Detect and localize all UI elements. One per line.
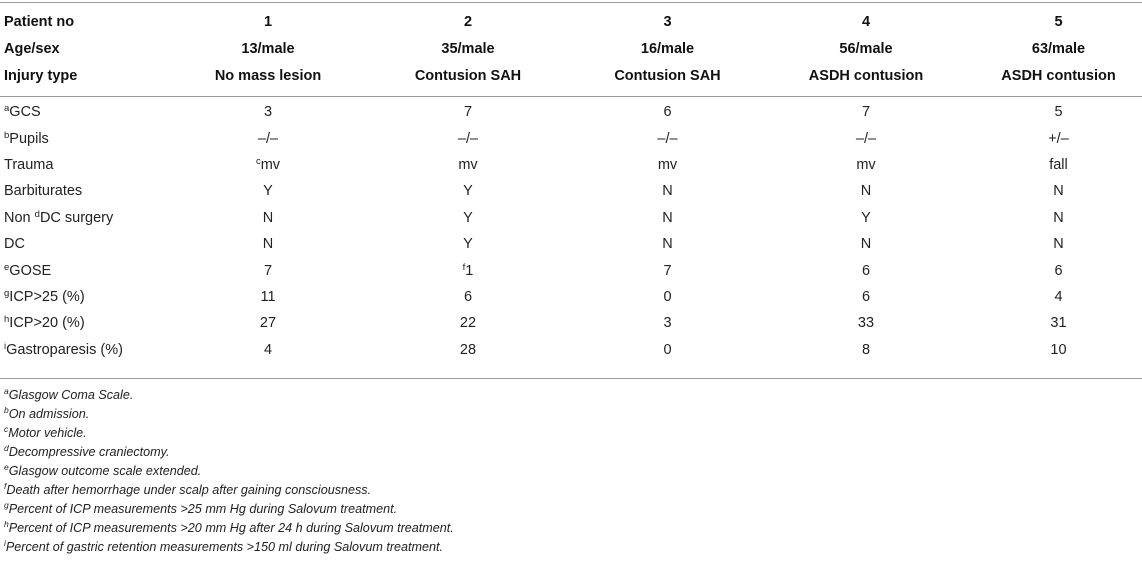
table-cell bbox=[358, 231, 578, 257]
footnote bbox=[4, 405, 454, 424]
header-cell: 56/male bbox=[839, 40, 893, 57]
cell-value: mv bbox=[260, 156, 281, 173]
table-cell bbox=[178, 205, 358, 231]
cell-value: Y bbox=[861, 209, 871, 226]
table-cell bbox=[358, 337, 578, 363]
header-cell: 1 bbox=[263, 13, 273, 30]
patient-data-table bbox=[0, 8, 1142, 363]
cell-value: 6 bbox=[861, 288, 871, 305]
cell-value: 0 bbox=[663, 288, 672, 305]
cell-value: N bbox=[662, 236, 673, 253]
cell-value: Y bbox=[463, 209, 473, 226]
footnote-marker: i bbox=[4, 340, 7, 352]
header-cell: No mass lesion bbox=[214, 67, 322, 84]
footnote-text: Motor vehicle. bbox=[8, 426, 87, 440]
header-cell: ASDH contusion bbox=[808, 67, 924, 84]
cell-value: N bbox=[1053, 183, 1064, 200]
cell-value: 33 bbox=[857, 315, 875, 332]
header-cell: 13/male bbox=[241, 40, 295, 57]
cell-value: –/– bbox=[257, 130, 279, 147]
table-cell bbox=[578, 125, 757, 151]
table-row bbox=[0, 99, 1142, 125]
table-cell bbox=[358, 310, 578, 336]
footnote-marker: g bbox=[4, 287, 10, 299]
cell-value: 7 bbox=[663, 262, 672, 279]
cell-value: Y bbox=[463, 236, 473, 253]
table-cell bbox=[178, 125, 358, 151]
cell-value: Y bbox=[263, 183, 273, 200]
footnote-text: Decompressive craniectomy. bbox=[8, 445, 170, 459]
row-label-text: DC surgery bbox=[39, 209, 114, 226]
cell-value: 6 bbox=[463, 288, 473, 305]
table-cell bbox=[757, 205, 975, 231]
cell-value: 1 bbox=[465, 262, 474, 279]
footnote-marker: e bbox=[4, 462, 9, 472]
footnote-marker: f bbox=[4, 481, 7, 491]
cell-value: mv bbox=[657, 156, 678, 173]
row-label-text: Barbiturates bbox=[4, 183, 83, 200]
table-cell bbox=[358, 99, 578, 125]
cell-value: Y bbox=[463, 183, 473, 200]
cell-value: 0 bbox=[663, 341, 672, 358]
footnote bbox=[4, 424, 454, 443]
table-cell bbox=[178, 231, 358, 257]
table-cell bbox=[975, 99, 1142, 125]
cell-value: 22 bbox=[459, 315, 477, 332]
row-label bbox=[0, 125, 178, 151]
footnote bbox=[4, 462, 454, 481]
header-cell: 3 bbox=[663, 13, 672, 30]
cell-value: fall bbox=[1049, 156, 1068, 173]
table-cell bbox=[578, 337, 757, 363]
table-body bbox=[0, 8, 1142, 363]
header-cell: ASDH contusion bbox=[1001, 67, 1116, 84]
footnote bbox=[4, 481, 454, 500]
cell-value: 6 bbox=[663, 104, 672, 121]
table-cell bbox=[975, 205, 1142, 231]
table-cell bbox=[757, 310, 975, 336]
header-cell: 35/male bbox=[441, 40, 495, 57]
table-cell bbox=[757, 231, 975, 257]
footnote-marker: d bbox=[34, 208, 40, 220]
table-cell bbox=[975, 231, 1142, 257]
cell-value: +/– bbox=[1048, 130, 1069, 147]
cell-value: N bbox=[860, 183, 872, 200]
table-row bbox=[0, 231, 1142, 257]
cell-value: 6 bbox=[861, 262, 871, 279]
footnote bbox=[4, 500, 454, 519]
footnote-marker: f bbox=[462, 261, 466, 273]
table-row bbox=[0, 257, 1142, 283]
table-cell bbox=[757, 337, 975, 363]
cell-value: 10 bbox=[1050, 341, 1067, 358]
footnote-text: Percent of gastric retention measurements >150 ml during Salovum treatment. bbox=[5, 540, 444, 554]
table-cell bbox=[975, 257, 1142, 283]
footnote-text: Percent of ICP measurements >20 mm Hg after 24 h during Salovum treatment. bbox=[8, 521, 454, 535]
cell-value: N bbox=[262, 209, 274, 226]
row-label bbox=[0, 231, 178, 257]
table-cell bbox=[358, 257, 578, 283]
row-label bbox=[0, 152, 178, 178]
table-cell bbox=[975, 125, 1142, 151]
table-cell bbox=[757, 99, 975, 125]
cell-value: 5 bbox=[1054, 104, 1063, 121]
header-cell: Contusion SAH bbox=[414, 67, 522, 84]
header-cell: 4 bbox=[861, 13, 871, 30]
table-row bbox=[0, 337, 1142, 363]
header-row bbox=[0, 35, 1142, 62]
table-cell bbox=[578, 99, 757, 125]
table-cell bbox=[757, 125, 975, 151]
table-cell bbox=[178, 310, 358, 336]
table-cell bbox=[975, 337, 1142, 363]
footnote-text: On admission. bbox=[8, 407, 90, 421]
footnote-marker: a bbox=[4, 386, 9, 396]
footnote bbox=[4, 538, 454, 557]
table-row bbox=[0, 178, 1142, 204]
cell-value: N bbox=[662, 183, 673, 200]
cell-value: N bbox=[1053, 209, 1064, 226]
cell-value: N bbox=[262, 236, 274, 253]
row-label-text: GOSE bbox=[9, 262, 52, 279]
footnote-text: Death after hemorrhage under scalp after gaining consciousness. bbox=[6, 483, 372, 497]
header-row bbox=[0, 62, 1142, 89]
table-cell bbox=[975, 284, 1142, 310]
footnote-marker: b bbox=[4, 405, 9, 415]
header-row-label: Age/sex bbox=[4, 40, 60, 57]
table-cell bbox=[358, 178, 578, 204]
table-cell bbox=[757, 178, 975, 204]
footnote-marker: d bbox=[4, 443, 9, 453]
table-cell bbox=[757, 152, 975, 178]
table-cell bbox=[578, 284, 757, 310]
header-cell: 5 bbox=[1054, 13, 1063, 30]
cell-value: mv bbox=[458, 156, 478, 173]
footnote bbox=[4, 386, 454, 405]
footnote-text: Glasgow Coma Scale. bbox=[8, 388, 134, 402]
row-label bbox=[0, 310, 178, 336]
table-cell bbox=[358, 125, 578, 151]
cell-value: 6 bbox=[1054, 262, 1063, 279]
header-cell: 16/male bbox=[640, 40, 695, 57]
row-label-text: Gastroparesis (%) bbox=[6, 341, 123, 358]
cell-value: 7 bbox=[263, 262, 273, 279]
table-cell bbox=[578, 310, 757, 336]
row-label-text: DC bbox=[4, 236, 25, 253]
table-row bbox=[0, 125, 1142, 151]
table-cell bbox=[178, 178, 358, 204]
footnote-marker: e bbox=[4, 261, 10, 273]
row-label-text: GCS bbox=[9, 104, 41, 121]
footnote-marker: g bbox=[4, 500, 9, 510]
table-cell bbox=[178, 99, 358, 125]
table-cell bbox=[578, 152, 757, 178]
table-cell bbox=[178, 284, 358, 310]
table-cell bbox=[358, 284, 578, 310]
table-row bbox=[0, 205, 1142, 231]
table-row bbox=[0, 152, 1142, 178]
footnote bbox=[4, 443, 454, 462]
table-bottom-rule bbox=[0, 378, 1142, 379]
row-label bbox=[0, 284, 178, 310]
footnote-marker: h bbox=[4, 314, 10, 326]
cell-value: –/– bbox=[657, 130, 678, 147]
table-cell bbox=[975, 152, 1142, 178]
row-label bbox=[0, 205, 178, 231]
cell-value: 4 bbox=[263, 341, 273, 358]
table-cell bbox=[975, 178, 1142, 204]
cell-value: 3 bbox=[263, 104, 273, 121]
footnote-marker: b bbox=[4, 129, 10, 141]
footnote-marker: h bbox=[4, 519, 9, 529]
row-label bbox=[0, 257, 178, 283]
footnote-marker: i bbox=[4, 538, 6, 548]
table-top-rule bbox=[0, 2, 1142, 3]
table-cell bbox=[358, 205, 578, 231]
header-row-label: Patient no bbox=[4, 13, 75, 30]
row-label-text: ICP>20 (%) bbox=[9, 315, 85, 332]
table-cell bbox=[178, 257, 358, 283]
row-label-text: ICP>25 (%) bbox=[9, 288, 85, 305]
table-cell bbox=[757, 257, 975, 283]
cell-value: 7 bbox=[861, 104, 871, 121]
footnote-marker: c bbox=[4, 424, 9, 434]
row-label bbox=[0, 178, 178, 204]
cell-value: N bbox=[662, 209, 673, 226]
table-cell bbox=[757, 284, 975, 310]
row-label bbox=[0, 337, 178, 363]
table-row bbox=[0, 310, 1142, 336]
header-row-label: Injury type bbox=[4, 67, 78, 84]
cell-value: 7 bbox=[463, 104, 473, 121]
cell-value: 11 bbox=[260, 288, 276, 305]
footnote-text: Glasgow outcome scale extended. bbox=[8, 464, 202, 478]
cell-value: 3 bbox=[663, 315, 672, 332]
header-cell: Contusion SAH bbox=[614, 67, 721, 84]
table-cell bbox=[178, 152, 358, 178]
footnote bbox=[4, 519, 454, 538]
cell-value: –/– bbox=[457, 130, 479, 147]
header-cell: 63/male bbox=[1031, 40, 1086, 57]
header-row bbox=[0, 8, 1142, 35]
cell-value: N bbox=[1053, 236, 1064, 253]
header-cell: 2 bbox=[463, 13, 473, 30]
cell-value: 31 bbox=[1050, 315, 1067, 332]
table-row bbox=[0, 284, 1142, 310]
table-cell bbox=[578, 178, 757, 204]
table-cell bbox=[578, 257, 757, 283]
table-cell bbox=[975, 310, 1142, 336]
cell-value: 28 bbox=[459, 341, 477, 358]
table-cell bbox=[178, 337, 358, 363]
cell-value: mv bbox=[856, 156, 876, 173]
cell-value: 4 bbox=[1054, 288, 1063, 305]
footnote-marker: c bbox=[255, 155, 261, 167]
spacer-row bbox=[0, 89, 1142, 99]
row-label-text: Pupils bbox=[9, 130, 49, 147]
table-cell bbox=[578, 205, 757, 231]
cell-value: N bbox=[860, 236, 872, 253]
row-label bbox=[0, 99, 178, 125]
footnote-marker: a bbox=[4, 103, 10, 115]
cell-value: 8 bbox=[861, 341, 871, 358]
table-cell bbox=[578, 231, 757, 257]
footnotes bbox=[4, 386, 454, 557]
table-cell bbox=[358, 152, 578, 178]
cell-value: 27 bbox=[259, 315, 277, 332]
row-label-text: Trauma bbox=[4, 156, 54, 173]
cell-value: –/– bbox=[855, 130, 877, 147]
footnote-text: Percent of ICP measurements >25 mm Hg during Salovum treatment. bbox=[8, 502, 398, 516]
row-label-prefix: Non bbox=[4, 209, 35, 226]
